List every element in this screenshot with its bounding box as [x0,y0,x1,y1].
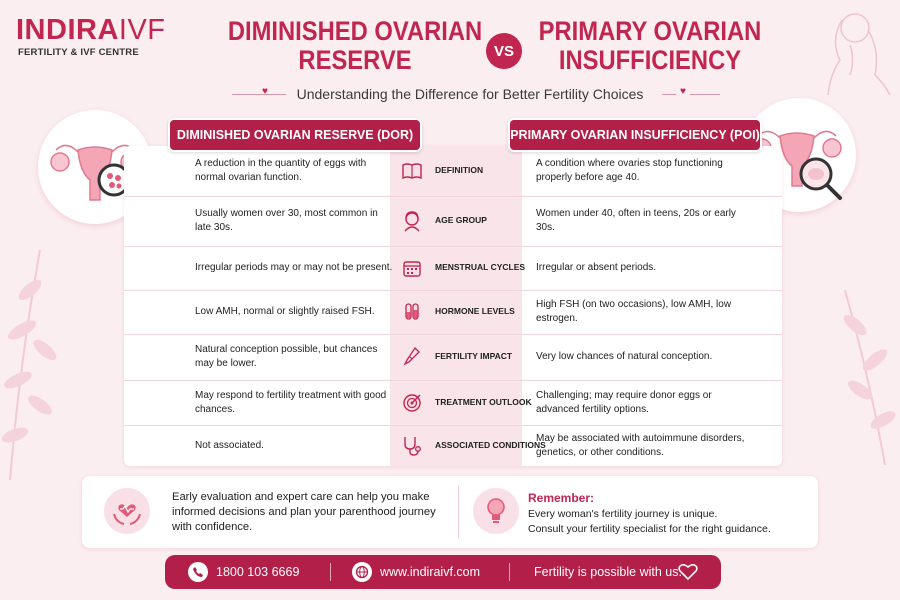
woman-silhouette-decoration [800,0,900,95]
calendar-icon [399,255,425,281]
footer-slogan: Fertility is possible with us. [534,565,682,579]
dor-column-header: DIMINISHED OVARIAN RESERVE (DOR) [168,118,422,152]
website-link[interactable]: www.indiraivf.com [380,565,481,579]
poi-cell: Irregular or absent periods. [536,262,657,273]
remember-title: Remember: [528,491,595,505]
logo-main-text: INDIRA [16,14,119,46]
row-separator [124,196,782,197]
woman-icon [399,208,425,234]
poi-cell: Women under 40, often in teens, 20s or early 30s. [536,208,736,233]
row-separator [124,380,782,381]
remember-text [528,507,808,537]
heart-icon: ♥ [680,86,686,97]
brand-logo [16,14,166,47]
subtitle-divider-right [690,94,720,95]
row-separator [124,425,782,426]
phone-number[interactable]: 1800 103 6669 [216,565,300,579]
row-separator [124,290,782,291]
care-icon-wrap [104,488,150,534]
dor-cell: May respond to fertility treatment with good chances. [195,389,387,415]
remember-line2: Consult your fertility specialist for the right guidance. [528,523,771,535]
globe-icon [352,562,372,582]
bulb-icon-wrap [473,488,519,534]
title-dor-line1: DIMINISHED OVARIAN [227,16,483,46]
leaf-decoration-left [0,230,80,490]
dor-cell: Natural conception possible, but chances may be lower. [195,344,378,369]
row-separator [124,334,782,335]
criteria-label: FERTILITY IMPACT [435,351,513,361]
brand-tagline: FERTILITY & IVF CENTRE [18,47,139,58]
subtitle-divider-right-short [662,94,676,95]
criteria-label: MENSTRUAL CYCLES [435,262,526,272]
stethoscope-icon [399,433,425,459]
dor-cell: A reduction in the quantity of eggs with normal ovarian function. [195,158,367,183]
poi-cell: A condition where ovaries stop functioning properly before age 40. [536,158,723,183]
poi-cell: High FSH (on two occasions), low AMH, low estrogen. [536,299,732,324]
subtitle: Understanding the Difference for Better Fertility Choices [296,86,644,102]
poi-cell: Very low chances of natural conception. [536,351,713,362]
vs-badge: VS [486,33,522,69]
heart-outline-icon [678,563,698,581]
poi-cell: May be associated with autoimmune disorders, genetics, or other conditions. [536,432,745,458]
heart-icon: ♥ [262,86,268,97]
phone-icon [188,562,208,582]
dor-cell: Usually women over 30, most common in late 30s. [195,208,378,233]
dor-cell: Not associated. [195,439,264,451]
criteria-label: AGE GROUP [435,215,487,225]
info-divider [458,486,459,538]
title-poi-line1: PRIMARY OVARIAN [538,16,762,46]
remember-line1: Every woman's fertility journey is unique. [528,508,718,520]
lightbulb-icon [482,496,510,526]
row-separator [124,246,782,247]
leaf-decoration-right [815,280,900,470]
logo-ivf-text: IVF [118,14,166,46]
poi-cell: Challenging; may require donor eggs or advanced fertility options. [536,389,712,415]
criteria-label: DEFINITION [435,165,484,175]
title-poi [522,17,777,75]
title-poi-line2: INSUFFICIENCY [558,45,742,75]
criteria-label: ASSOCIATED CONDITIONS [435,439,546,450]
test-tube-icon [399,299,425,325]
criteria-label: HORMONE LEVELS [435,306,515,316]
target-icon [399,390,425,416]
title-dor-line2: RESERVE [298,45,412,75]
criteria-label: TREATMENT OUTLOOK [435,396,532,407]
dor-cell: Irregular periods may or may not be present. [195,262,393,273]
thermometer-icon [399,344,425,370]
poi-column-header: PRIMARY OVARIAN INSUFFICIENCY (POI) [508,118,762,152]
heart-hands-icon [110,494,144,528]
title-dor [227,17,482,75]
info-evaluation-text: Early evaluation and expert care can help you make informed decisions and plan your parenthood journey with confidence. [172,491,436,533]
book-icon [399,158,425,184]
footer-separator [509,563,510,581]
footer-separator [330,563,331,581]
dor-cell: Low AMH, normal or slightly raised FSH. [195,306,375,317]
